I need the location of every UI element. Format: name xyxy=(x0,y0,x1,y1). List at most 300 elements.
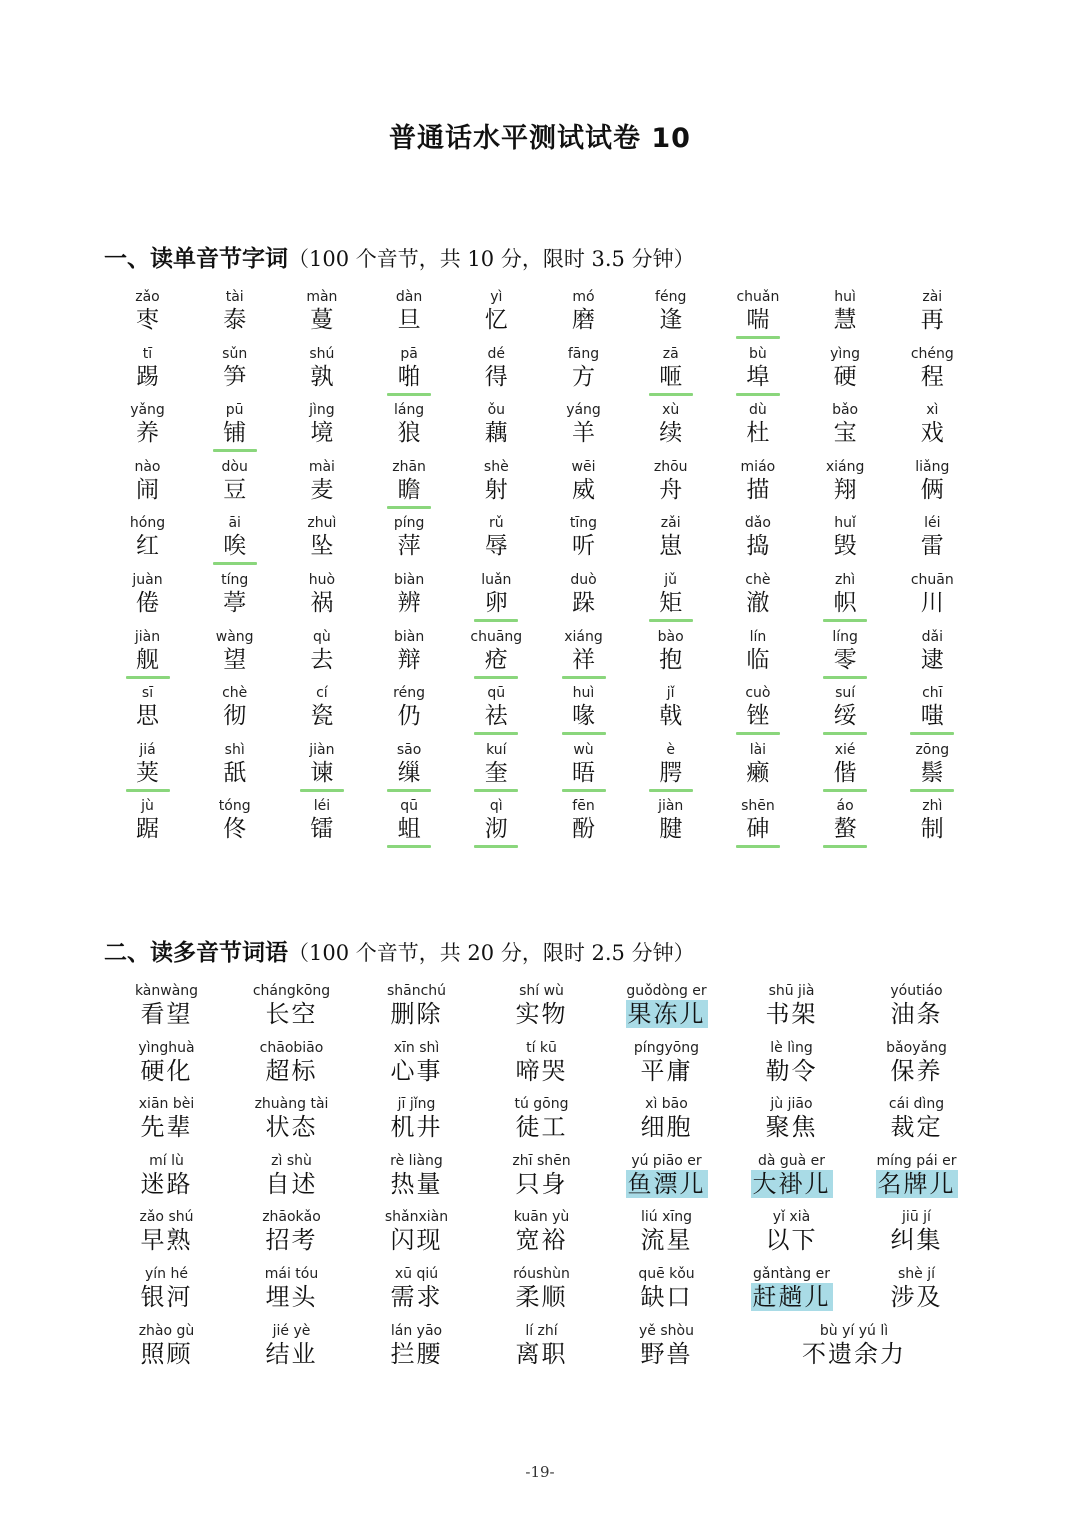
char-item xyxy=(278,684,365,735)
char-item xyxy=(453,514,540,565)
pinyin: shè xyxy=(483,458,509,475)
hanzi: 偕 xyxy=(833,759,857,786)
char-item xyxy=(104,741,191,792)
word: 删除 xyxy=(390,1000,443,1028)
word-item xyxy=(479,1095,604,1141)
word: 拦腰 xyxy=(390,1339,443,1368)
hanzi: 得 xyxy=(484,363,508,390)
pinyin: shí wù xyxy=(519,983,564,999)
pinyin: suí xyxy=(835,685,856,702)
word: 不遗余力 xyxy=(802,1339,906,1368)
pinyin: dǎo xyxy=(744,515,771,532)
pinyin: dǎi xyxy=(921,628,943,645)
pinyin: rǔ xyxy=(488,515,504,532)
hanzi: 舟 xyxy=(659,476,683,503)
pinyin: jù xyxy=(141,798,154,815)
hanzi: 沏 xyxy=(484,816,508,843)
hanzi: 祸 xyxy=(310,590,334,616)
char-item xyxy=(104,288,191,339)
word-item xyxy=(604,982,729,1028)
hanzi: 忆 xyxy=(484,307,508,333)
pinyin: āi xyxy=(228,515,241,532)
word: 大褂儿 xyxy=(752,1169,831,1198)
pinyin: luǎn xyxy=(481,572,512,588)
pinyin: màn xyxy=(306,289,338,305)
pinyin: qì xyxy=(489,798,503,815)
hanzi: 埠 xyxy=(746,363,770,390)
pinyin: píngyōng xyxy=(633,1039,700,1056)
char-item xyxy=(889,741,976,792)
hanzi: 俩 xyxy=(920,476,944,503)
underline-mark xyxy=(823,732,867,735)
hanzi: 唉 xyxy=(223,533,247,560)
pinyin: chāobiāo xyxy=(259,1039,324,1056)
char-item xyxy=(802,797,889,848)
char-item xyxy=(889,628,976,679)
word-item xyxy=(354,982,479,1028)
pinyin: chuāng xyxy=(470,628,523,645)
char-item xyxy=(453,797,540,848)
word: 细胞 xyxy=(640,1113,693,1142)
word-item xyxy=(854,982,979,1028)
word: 涉及 xyxy=(890,1283,943,1311)
hanzi: 祛 xyxy=(484,703,508,730)
word-item xyxy=(229,1039,354,1085)
hanzi: 川 xyxy=(920,590,944,616)
page-number: -19- xyxy=(525,1463,555,1481)
char-item xyxy=(366,741,453,792)
hanzi: 听 xyxy=(572,533,595,560)
word: 名牌儿 xyxy=(877,1169,956,1198)
word-item xyxy=(729,982,854,1028)
pinyin: shì xyxy=(224,741,245,758)
pinyin: lài xyxy=(749,741,767,758)
char-item xyxy=(278,345,365,396)
pinyin: dòu xyxy=(221,458,248,475)
pinyin: zǎi xyxy=(660,515,681,532)
word: 招考 xyxy=(265,1226,318,1255)
pinyin: yǎng xyxy=(130,402,165,419)
hanzi: 嗤 xyxy=(920,703,944,730)
pinyin: shǎnxiàn xyxy=(384,1209,449,1226)
pinyin: shú xyxy=(309,345,335,362)
pinyin: xì bāo xyxy=(645,1096,688,1113)
char-item xyxy=(802,458,889,509)
word: 勒令 xyxy=(765,1056,818,1085)
underline-mark xyxy=(823,845,867,848)
char-item xyxy=(104,514,191,565)
word: 结业 xyxy=(265,1339,318,1368)
word: 看望 xyxy=(140,1000,193,1028)
pinyin: biàn xyxy=(393,628,425,645)
hanzi: 舰 xyxy=(136,646,159,673)
char-item xyxy=(540,741,627,792)
pinyin: qù xyxy=(313,628,331,645)
word-item xyxy=(854,1152,979,1198)
char-item xyxy=(627,571,714,622)
pinyin: quē kǒu xyxy=(638,1266,695,1282)
word-item xyxy=(729,1095,854,1141)
word: 长空 xyxy=(265,1000,318,1028)
char-item xyxy=(714,345,801,396)
char-item xyxy=(366,288,453,339)
pinyin: jié yè xyxy=(272,1322,311,1339)
pinyin: qū xyxy=(400,798,418,815)
underline-mark xyxy=(910,732,954,735)
pinyin: tīng xyxy=(569,515,598,532)
pinyin: jiàn xyxy=(309,741,335,758)
hanzi: 毁 xyxy=(833,533,857,560)
pinyin: chuǎn xyxy=(736,289,780,305)
pinyin: jǔ xyxy=(664,572,678,588)
underline-mark xyxy=(213,562,257,565)
word-item xyxy=(104,1265,229,1311)
underline-mark xyxy=(474,676,518,679)
hanzi: 硬 xyxy=(833,363,857,390)
pinyin: tī xyxy=(142,345,153,362)
word: 闪现 xyxy=(390,1226,443,1255)
word: 照顾 xyxy=(140,1339,193,1368)
section2-heading-label: 二、读多音节词语 xyxy=(104,940,288,966)
word: 油条 xyxy=(890,1000,943,1028)
char-item xyxy=(191,458,278,509)
word: 早熟 xyxy=(140,1226,193,1255)
underline-mark xyxy=(823,676,867,679)
hanzi: 跺 xyxy=(572,590,595,616)
hanzi: 腱 xyxy=(659,816,683,843)
hanzi: 笋 xyxy=(223,363,247,390)
char-item xyxy=(104,571,191,622)
char-item xyxy=(889,797,976,848)
underline-mark xyxy=(126,789,170,792)
pinyin: xié xyxy=(834,741,856,758)
char-item xyxy=(802,514,889,565)
pinyin: yú piāo er xyxy=(631,1152,702,1169)
pinyin: chéng xyxy=(910,345,954,362)
word: 保养 xyxy=(890,1056,943,1085)
hanzi: 戏 xyxy=(920,420,944,447)
hanzi: 踢 xyxy=(136,363,159,390)
pinyin: sī xyxy=(141,685,154,702)
word: 离职 xyxy=(515,1339,568,1368)
pinyin: yìng xyxy=(830,345,861,362)
hanzi: 舐 xyxy=(223,759,247,786)
char-item xyxy=(278,288,365,339)
char-item xyxy=(627,288,714,339)
pinyin: kuí xyxy=(486,741,507,758)
pinyin: zhān xyxy=(392,458,426,475)
pinyin: shè jí xyxy=(897,1266,935,1282)
pinyin: tóng xyxy=(218,798,251,815)
pinyin: xiáng xyxy=(564,628,603,645)
hanzi: 蔓 xyxy=(310,307,334,333)
pinyin: zǎo xyxy=(135,289,160,305)
pinyin: yáng xyxy=(566,402,601,419)
pinyin: liú xīng xyxy=(640,1209,693,1226)
pinyin: chángkōng xyxy=(252,983,331,999)
hanzi: 羊 xyxy=(572,420,595,447)
char-item xyxy=(278,797,365,848)
underline-mark xyxy=(474,619,518,622)
word: 缺口 xyxy=(640,1283,693,1311)
underline-mark xyxy=(736,393,780,396)
underline-mark xyxy=(562,732,606,735)
hanzi: 描 xyxy=(746,476,770,503)
underline-mark xyxy=(649,393,693,396)
word: 赶趟儿 xyxy=(752,1283,831,1311)
section1-heading xyxy=(104,240,695,273)
hanzi: 思 xyxy=(136,703,159,730)
underline-mark xyxy=(736,732,780,735)
pinyin: láng xyxy=(393,402,425,419)
char-item xyxy=(540,288,627,339)
hanzi: 去 xyxy=(310,646,334,673)
word-item xyxy=(729,1039,854,1085)
pinyin: tú gōng xyxy=(514,1096,569,1113)
pinyin: léi xyxy=(313,798,331,815)
pinyin: pū xyxy=(225,402,244,419)
word-item xyxy=(604,1322,729,1368)
pinyin: líng xyxy=(832,628,858,645)
word: 宽裕 xyxy=(515,1226,568,1255)
pinyin: jìng xyxy=(309,402,335,419)
char-item xyxy=(104,401,191,452)
word-item xyxy=(854,1095,979,1141)
char-item xyxy=(714,514,801,565)
hanzi: 泰 xyxy=(223,307,247,333)
pinyin: xiáng xyxy=(825,458,865,475)
hanzi: 豆 xyxy=(223,476,247,503)
pinyin: nào xyxy=(134,458,161,475)
char-item xyxy=(366,628,453,679)
pinyin: kànwàng xyxy=(134,983,199,999)
underline-mark xyxy=(562,789,606,792)
hanzi: 再 xyxy=(920,307,944,333)
hanzi: 砷 xyxy=(746,816,770,843)
word-item xyxy=(104,1039,229,1085)
hanzi: 方 xyxy=(572,363,595,390)
hanzi: 续 xyxy=(659,420,683,447)
hanzi: 喘 xyxy=(746,307,770,333)
pinyin: yì xyxy=(490,289,503,305)
hanzi: 杜 xyxy=(746,420,770,447)
pinyin: wù xyxy=(573,741,594,758)
hanzi: 鬃 xyxy=(920,759,944,786)
hanzi: 卵 xyxy=(484,590,508,616)
pinyin: gǎntàng er xyxy=(753,1266,830,1282)
pinyin: jù jiāo xyxy=(770,1096,813,1113)
char-item xyxy=(104,684,191,735)
pinyin: lín xyxy=(749,628,767,645)
pinyin: wàng xyxy=(215,628,254,645)
char-item xyxy=(889,458,976,509)
hanzi: 境 xyxy=(310,420,334,447)
char-item xyxy=(627,401,714,452)
char-item xyxy=(802,628,889,679)
word-item xyxy=(229,1152,354,1198)
pinyin: zì shù xyxy=(271,1152,312,1169)
char-item xyxy=(540,514,627,565)
char-item xyxy=(714,288,801,339)
word: 以下 xyxy=(765,1226,818,1255)
char-item xyxy=(889,684,976,735)
hanzi: 癞 xyxy=(746,759,770,786)
pinyin: huǐ xyxy=(834,515,856,532)
word: 只身 xyxy=(515,1169,568,1198)
pinyin: shēn xyxy=(741,798,775,815)
char-item xyxy=(714,458,801,509)
pinyin: jiá xyxy=(139,741,156,758)
pinyin: zā xyxy=(662,345,679,362)
word: 埋头 xyxy=(265,1283,318,1311)
underline-mark xyxy=(126,676,170,679)
pinyin: huì xyxy=(834,289,856,305)
pinyin: qū xyxy=(487,685,506,702)
pinyin: kuān yù xyxy=(513,1209,570,1226)
char-item xyxy=(191,514,278,565)
char-item xyxy=(714,401,801,452)
pinyin: bù xyxy=(749,345,767,362)
char-item xyxy=(366,401,453,452)
hanzi: 帜 xyxy=(833,590,857,616)
pinyin: shānchú xyxy=(386,983,447,999)
pinyin: cuò xyxy=(745,685,771,702)
word-item xyxy=(479,1265,604,1311)
hanzi: 镭 xyxy=(310,816,334,843)
word-item xyxy=(104,1095,229,1141)
hanzi: 缫 xyxy=(397,759,421,786)
pinyin: dàn xyxy=(395,289,423,305)
word-item xyxy=(479,1152,604,1198)
char-item xyxy=(889,345,976,396)
char-item xyxy=(191,797,278,848)
char-item xyxy=(191,628,278,679)
pinyin: lí zhí xyxy=(525,1322,558,1339)
hanzi: 狼 xyxy=(397,420,421,447)
page-title: 普通话水平测试试卷 10 xyxy=(389,123,691,154)
pinyin: chuān xyxy=(910,572,954,588)
underline-mark xyxy=(474,789,518,792)
pinyin: yìnghuà xyxy=(138,1039,195,1056)
pinyin: mài xyxy=(308,458,335,475)
pinyin: pā xyxy=(400,345,418,362)
char-item xyxy=(540,628,627,679)
word-item xyxy=(479,1322,604,1368)
pinyin: rè liàng xyxy=(390,1152,443,1169)
pinyin: huì xyxy=(572,685,595,702)
underline-mark xyxy=(649,619,693,622)
underline-mark xyxy=(736,845,780,848)
word-item xyxy=(479,982,604,1028)
word-item xyxy=(229,982,354,1028)
word-item xyxy=(479,1208,604,1254)
underline-mark xyxy=(736,336,780,339)
hanzi: 奎 xyxy=(484,759,508,786)
hanzi: 佟 xyxy=(223,816,247,843)
hanzi: 澈 xyxy=(746,590,770,616)
pinyin: zhuì xyxy=(307,515,337,532)
char-item xyxy=(278,401,365,452)
hanzi: 瓷 xyxy=(310,703,334,730)
pinyin: chè xyxy=(745,572,771,588)
section2-heading-note: （100 个音节，共 20 分，限时 2.5 分钟） xyxy=(288,941,695,965)
hanzi: 逢 xyxy=(659,307,683,333)
pinyin: fāng xyxy=(567,345,600,362)
word-item xyxy=(354,1322,479,1368)
hanzi: 孰 xyxy=(310,363,334,390)
underline-mark xyxy=(387,845,431,848)
pinyin: píng xyxy=(393,515,425,532)
pinyin: huò xyxy=(308,572,336,588)
pinyin: zhì xyxy=(835,572,856,588)
pinyin: bù yí yú lì xyxy=(819,1322,889,1339)
hanzi: 倦 xyxy=(136,590,159,616)
word-item xyxy=(229,1265,354,1311)
word: 流星 xyxy=(640,1226,693,1255)
char-item xyxy=(889,401,976,452)
pinyin: yín hé xyxy=(145,1266,188,1282)
pinyin: fēn xyxy=(572,798,595,815)
hanzi: 枣 xyxy=(136,307,159,333)
pinyin: féng xyxy=(655,289,687,305)
hanzi: 祥 xyxy=(572,646,595,673)
word-item xyxy=(104,982,229,1028)
pinyin: lè lìng xyxy=(770,1039,813,1056)
pinyin: jiū jí xyxy=(902,1209,931,1226)
pinyin: tíng xyxy=(221,572,249,588)
pinyin: jiàn xyxy=(134,628,161,645)
pinyin: yǐ xià xyxy=(772,1209,811,1226)
hanzi: 坠 xyxy=(310,533,334,560)
pinyin: duò xyxy=(570,572,597,588)
hanzi: 瞻 xyxy=(397,476,421,503)
pinyin: bǎoyǎng xyxy=(886,1039,947,1056)
hanzi: 啪 xyxy=(397,363,421,390)
char-item xyxy=(627,514,714,565)
word-item xyxy=(854,1265,979,1311)
word: 先辈 xyxy=(140,1113,193,1142)
hanzi: 酚 xyxy=(572,816,595,843)
pinyin: miáo xyxy=(740,458,776,475)
pinyin: mó xyxy=(572,289,595,305)
char-item xyxy=(191,741,278,792)
underline-mark xyxy=(387,393,431,396)
char-item xyxy=(802,288,889,339)
pinyin: bǎo xyxy=(832,402,859,419)
word-item xyxy=(104,1152,229,1198)
hanzi: 踞 xyxy=(136,816,159,843)
word: 心事 xyxy=(390,1056,443,1085)
word: 徒工 xyxy=(515,1113,568,1142)
char-item xyxy=(627,345,714,396)
pinyin: wēi xyxy=(571,458,596,475)
pinyin: yě shòu xyxy=(639,1322,694,1339)
underline-mark xyxy=(823,789,867,792)
pinyin: zhào gù xyxy=(138,1322,195,1339)
word-item xyxy=(354,1208,479,1254)
char-item xyxy=(714,797,801,848)
word: 迷路 xyxy=(140,1169,193,1198)
word: 机井 xyxy=(390,1113,443,1142)
pinyin: è xyxy=(666,741,675,758)
pinyin: mái tóu xyxy=(264,1266,319,1282)
word: 硬化 xyxy=(140,1056,193,1085)
char-item xyxy=(802,401,889,452)
hanzi: 旦 xyxy=(397,307,421,333)
pinyin: xù xyxy=(662,402,680,419)
pinyin: dé xyxy=(487,345,506,362)
char-item xyxy=(802,741,889,792)
